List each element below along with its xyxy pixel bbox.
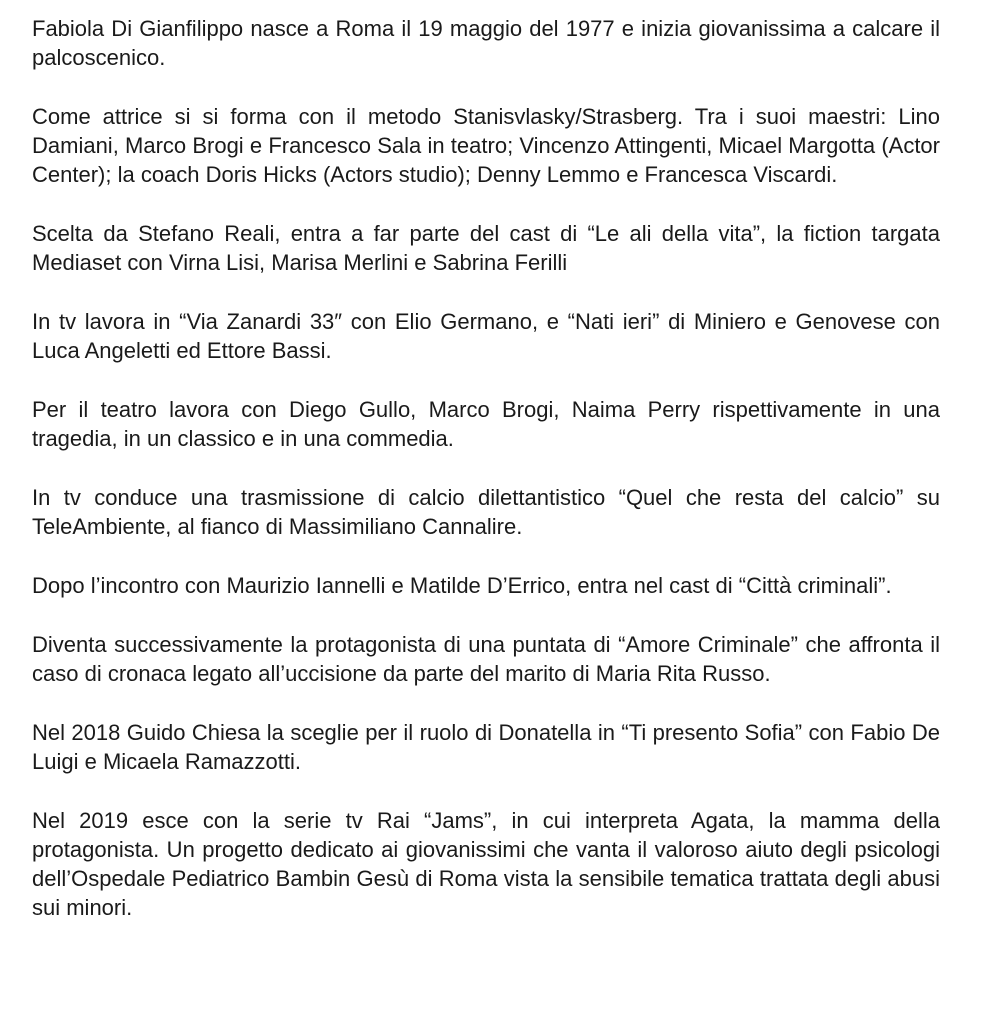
biography-document — [32, 14, 940, 922]
paragraph-2019: Nel 2019 esce con la serie tv Rai “Jams”, in cui interpreta Agata, la mamma della protagonista. Un progetto dedicato ai giovanissimi che vanta il valoroso aiuto degli psicologi dell’Ospedale Pediatrico Bambin Gesù di Roma vista la sensibile tematica trattata degli abusi sui minori. — [32, 808, 940, 920]
paragraph-amore-criminale: Diventa successivamente la protagonista di una puntata di “Amore Criminale” che affronta il caso di cronaca legato all’uccisione da parte del marito di Maria Rita Russo. — [32, 632, 940, 686]
paragraph-le-ali-della-vita: Scelta da Stefano Reali, entra a far parte del cast di “Le ali della vita”, la fiction targata Mediaset con Virna Lisi, Marisa Merlini e Sabrina Ferilli — [32, 221, 940, 275]
paragraph-birth: Fabiola Di Gianfilippo nasce a Roma il 19 maggio del 1977 e inizia giovanissima a calcare il palcoscenico. — [32, 16, 940, 70]
paragraph-theatre: Per il teatro lavora con Diego Gullo, Marco Brogi, Naima Perry rispettivamente in una tragedia, in un classico e in una commedia. — [32, 397, 940, 451]
paragraph-2018: Nel 2018 Guido Chiesa la sceglie per il ruolo di Donatella in “Ti presento Sofia” con Fabio De Luigi e Micaela Ramazzotti. — [32, 720, 940, 774]
paragraph-tv-host: In tv conduce una trasmissione di calcio dilettantistico “Quel che resta del calcio” su TeleAmbiente, al fianco di Massimiliano Cannalire. — [32, 485, 940, 539]
paragraph-citta-criminali: Dopo l’incontro con Maurizio Iannelli e Matilde D’Errico, entra nel cast di “Città criminali”. — [32, 573, 892, 598]
paragraph-training: Come attrice si si forma con il metodo Stanisvlasky/Strasberg. Tra i suoi maestri: Lino Damiani, Marco Brogi e Francesco Sala in teatro; Vincenzo Attingenti, Micael Margotta (Actor Center); la coach Doris Hicks (Actors studio); Denny Lemmo e Francesca Viscardi. — [32, 104, 940, 187]
paragraph-tv-work: In tv lavora in “Via Zanardi 33″ con Elio Germano, e “Nati ieri” di Miniero e Genovese con Luca Angeletti ed Ettore Bassi. — [32, 309, 940, 363]
